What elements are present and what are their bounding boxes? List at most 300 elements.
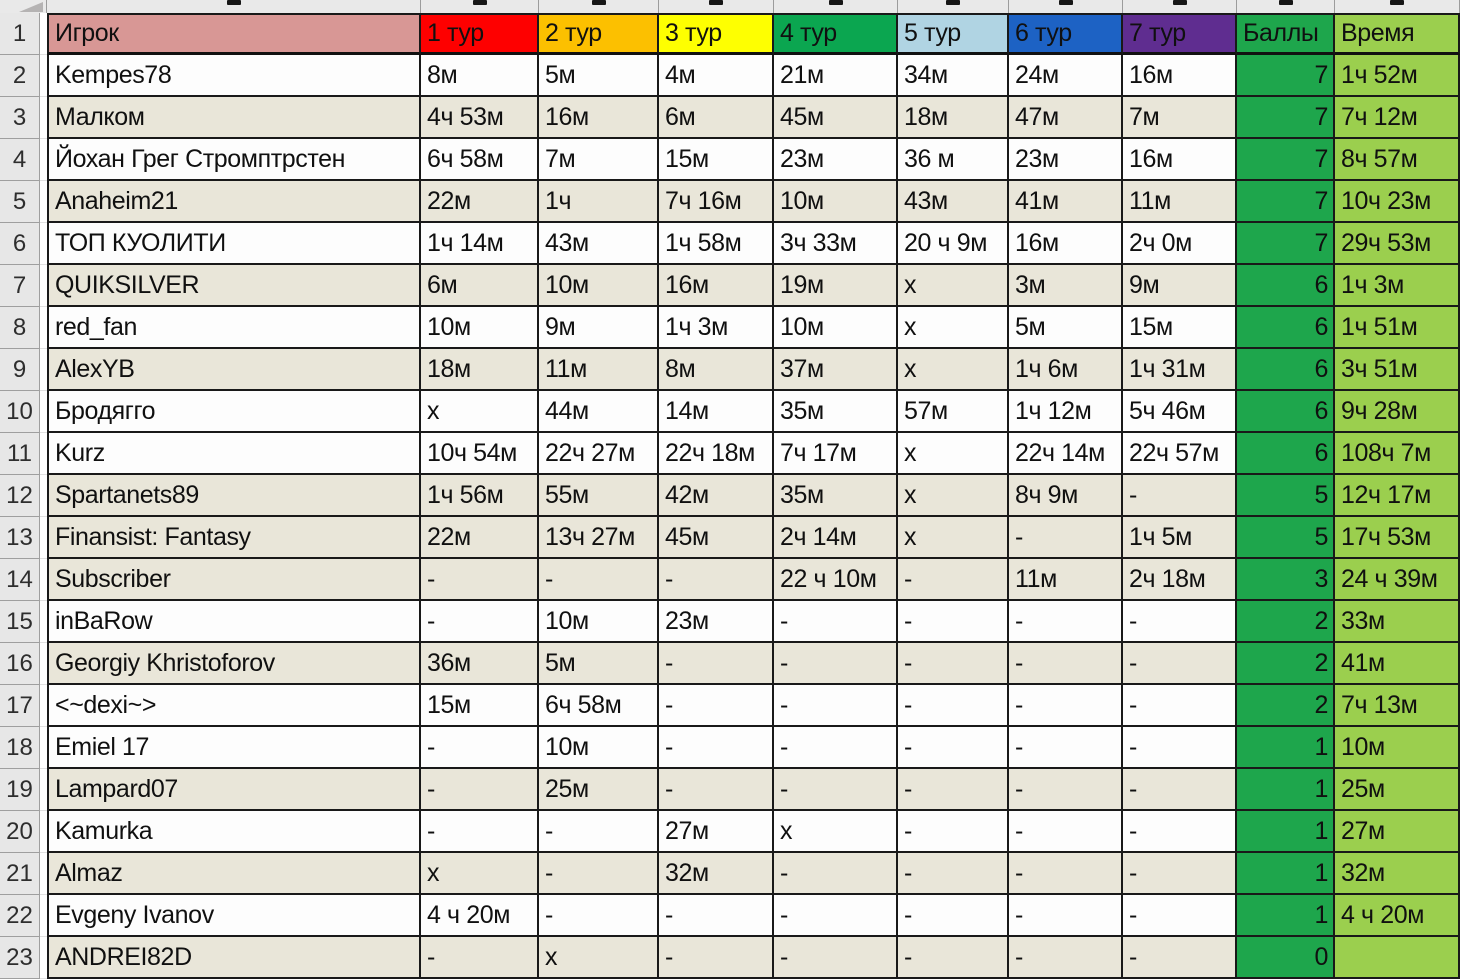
table-row	[0, 685, 1460, 727]
cell-round-3[interactable]: -	[659, 895, 774, 937]
cell-round-3[interactable]: 4м	[659, 55, 774, 97]
cell-round-5[interactable]: 57м	[898, 391, 1009, 433]
cell-player[interactable]: Georgiy Khristoforov	[47, 643, 421, 685]
column-header-time[interactable]: Время	[1335, 13, 1460, 55]
cell-points[interactable]: 1	[1237, 895, 1335, 937]
cell-round-3[interactable]: -	[659, 727, 774, 769]
cell-player[interactable]: Малком	[47, 97, 421, 139]
cell-round-3[interactable]: 14м	[659, 391, 774, 433]
column-header-round-3[interactable]: 3 тур	[659, 13, 774, 55]
cell-round-7[interactable]: 5ч 46м	[1123, 391, 1237, 433]
cell-round-3[interactable]: 22ч 18м	[659, 433, 774, 475]
cell-round-2[interactable]: 5м	[539, 55, 659, 97]
cell-points[interactable]: 0	[1237, 937, 1335, 979]
cell-round-5[interactable]: 20 ч 9м	[898, 223, 1009, 265]
column-letter-remnant	[1059, 0, 1073, 5]
cell-round-6[interactable]: -	[1009, 601, 1123, 643]
column-letter-remnant	[473, 0, 487, 5]
cell-round-7[interactable]: -	[1123, 811, 1237, 853]
cell-round-7[interactable]: -	[1123, 601, 1237, 643]
row-number[interactable]: 13	[0, 517, 40, 559]
cell-round-1[interactable]: x	[421, 391, 539, 433]
cell-player[interactable]: Бродягго	[47, 391, 421, 433]
cell-points[interactable]: 1	[1237, 811, 1335, 853]
cell-points[interactable]: 1	[1237, 853, 1335, 895]
table-row	[0, 601, 1460, 643]
cell-time[interactable]: 17ч 53м	[1335, 517, 1460, 559]
cell-round-4[interactable]: 19м	[774, 265, 898, 307]
cell-round-3[interactable]: 27м	[659, 811, 774, 853]
cell-round-1[interactable]: 22м	[421, 181, 539, 223]
table-row	[0, 55, 1460, 97]
cell-round-4[interactable]: -	[774, 937, 898, 979]
cell-round-6[interactable]: -	[1009, 895, 1123, 937]
cell-round-5[interactable]: x	[898, 349, 1009, 391]
cell-round-4[interactable]: 21м	[774, 55, 898, 97]
cell-points[interactable]: 7	[1237, 181, 1335, 223]
cell-round-2[interactable]: 10м	[539, 265, 659, 307]
select-all-corner[interactable]	[0, 0, 47, 13]
cell-round-4[interactable]: x	[774, 811, 898, 853]
cell-round-5[interactable]: x	[898, 307, 1009, 349]
cell-round-7[interactable]: 2ч 0м	[1123, 223, 1237, 265]
table-row	[0, 811, 1460, 853]
cell-time[interactable]: 1ч 51м	[1335, 307, 1460, 349]
cell-player[interactable]: Anaheim21	[47, 181, 421, 223]
cell-round-6[interactable]: -	[1009, 811, 1123, 853]
cell-round-6[interactable]: -	[1009, 937, 1123, 979]
cell-round-4[interactable]: 23м	[774, 139, 898, 181]
cell-round-4[interactable]: 22 ч 10м	[774, 559, 898, 601]
table-row	[0, 307, 1460, 349]
cell-round-7[interactable]: 2ч 18м	[1123, 559, 1237, 601]
cell-player[interactable]: Kurz	[47, 433, 421, 475]
cell-round-5[interactable]: -	[898, 643, 1009, 685]
cell-player[interactable]: Almaz	[47, 853, 421, 895]
gutter-spacer	[40, 643, 47, 685]
cell-round-2[interactable]: 55м	[539, 475, 659, 517]
table-row	[0, 643, 1460, 685]
cell-round-6[interactable]: -	[1009, 517, 1123, 559]
row-number[interactable]: 11	[0, 433, 40, 475]
header-row	[0, 13, 1460, 55]
cell-round-6[interactable]: -	[1009, 853, 1123, 895]
cell-round-4[interactable]: -	[774, 895, 898, 937]
cell-round-4[interactable]: 35м	[774, 475, 898, 517]
cell-round-3[interactable]: 1ч 3м	[659, 307, 774, 349]
cell-round-3[interactable]: 7ч 16м	[659, 181, 774, 223]
column-header-segment[interactable]	[47, 0, 421, 13]
cell-round-6[interactable]: 24м	[1009, 55, 1123, 97]
table-row	[0, 769, 1460, 811]
column-header-points[interactable]: Баллы	[1237, 13, 1335, 55]
cell-round-7[interactable]: 16м	[1123, 55, 1237, 97]
cell-points[interactable]: 7	[1237, 55, 1335, 97]
cell-round-5[interactable]: -	[898, 811, 1009, 853]
row-number[interactable]: 17	[0, 685, 40, 727]
cell-round-2[interactable]: 25м	[539, 769, 659, 811]
cell-round-5[interactable]: -	[898, 895, 1009, 937]
cell-round-6[interactable]: 5м	[1009, 307, 1123, 349]
cell-round-2[interactable]: 16м	[539, 97, 659, 139]
cell-points[interactable]: 2	[1237, 685, 1335, 727]
cell-round-3[interactable]: 32м	[659, 853, 774, 895]
column-header-segment[interactable]	[659, 0, 774, 13]
column-header-segment[interactable]	[539, 0, 659, 13]
cell-points[interactable]: 2	[1237, 643, 1335, 685]
cell-round-4[interactable]: -	[774, 601, 898, 643]
cell-player[interactable]: red_fan	[47, 307, 421, 349]
gutter-spacer	[40, 223, 47, 265]
cell-round-1[interactable]: 6ч 58м	[421, 139, 539, 181]
cell-points[interactable]: 7	[1237, 139, 1335, 181]
cell-player[interactable]: Emiel 17	[47, 727, 421, 769]
cell-round-2[interactable]: 7м	[539, 139, 659, 181]
cell-round-7[interactable]: -	[1123, 685, 1237, 727]
cell-round-4[interactable]: 3ч 33м	[774, 223, 898, 265]
cell-round-2[interactable]: 1ч	[539, 181, 659, 223]
cell-points[interactable]: 2	[1237, 601, 1335, 643]
cell-points[interactable]: 7	[1237, 97, 1335, 139]
row-number[interactable]: 7	[0, 265, 40, 307]
cell-points[interactable]: 6	[1237, 349, 1335, 391]
cell-round-3[interactable]: 16м	[659, 265, 774, 307]
table-row	[0, 559, 1460, 601]
cell-player[interactable]: Spartanets89	[47, 475, 421, 517]
cell-time[interactable]: 12ч 17м	[1335, 475, 1460, 517]
cell-round-1[interactable]: -	[421, 559, 539, 601]
cell-round-2[interactable]: x	[539, 937, 659, 979]
gutter-spacer	[40, 139, 47, 181]
cell-time[interactable]	[1335, 937, 1460, 979]
row-number[interactable]: 23	[0, 937, 40, 979]
cell-round-2[interactable]: 10м	[539, 727, 659, 769]
cell-round-1[interactable]: 1ч 56м	[421, 475, 539, 517]
row-number[interactable]: 22	[0, 895, 40, 937]
cell-round-3[interactable]: -	[659, 769, 774, 811]
cell-round-7[interactable]: 1ч 5м	[1123, 517, 1237, 559]
cell-round-1[interactable]: 4ч 53м	[421, 97, 539, 139]
cell-round-5[interactable]: 36 м	[898, 139, 1009, 181]
cell-player[interactable]: <~dexi~>	[47, 685, 421, 727]
cell-round-7[interactable]: 11м	[1123, 181, 1237, 223]
table-row	[0, 223, 1460, 265]
column-header-segment[interactable]	[1123, 0, 1237, 13]
cell-round-4[interactable]: -	[774, 685, 898, 727]
cell-round-3[interactable]: -	[659, 559, 774, 601]
cell-round-6[interactable]: 47м	[1009, 97, 1123, 139]
cell-round-4[interactable]: 7ч 17м	[774, 433, 898, 475]
cell-round-2[interactable]: 9м	[539, 307, 659, 349]
cell-round-3[interactable]: -	[659, 643, 774, 685]
cell-round-2[interactable]: 11м	[539, 349, 659, 391]
cell-round-4[interactable]: -	[774, 727, 898, 769]
cell-round-1[interactable]: -	[421, 811, 539, 853]
cell-round-4[interactable]: 10м	[774, 307, 898, 349]
cell-time[interactable]: 32м	[1335, 853, 1460, 895]
column-letter-remnant	[227, 0, 241, 5]
cell-round-5[interactable]: -	[898, 685, 1009, 727]
cell-time[interactable]: 33м	[1335, 601, 1460, 643]
cell-player[interactable]: Finansist: Fantasy	[47, 517, 421, 559]
cell-round-5[interactable]: -	[898, 559, 1009, 601]
cell-round-1[interactable]: 8м	[421, 55, 539, 97]
cell-round-1[interactable]: 15м	[421, 685, 539, 727]
table-row	[0, 517, 1460, 559]
cell-player[interactable]: Kempes78	[47, 55, 421, 97]
column-header-segment[interactable]	[898, 0, 1009, 13]
cell-round-7[interactable]: -	[1123, 727, 1237, 769]
cell-round-6[interactable]: -	[1009, 685, 1123, 727]
column-header-round-7[interactable]: 7 тур	[1123, 13, 1237, 55]
cell-round-5[interactable]: x	[898, 433, 1009, 475]
cell-round-2[interactable]: 22ч 27м	[539, 433, 659, 475]
cell-round-5[interactable]: x	[898, 475, 1009, 517]
cell-round-1[interactable]: 18м	[421, 349, 539, 391]
cell-time[interactable]: 27м	[1335, 811, 1460, 853]
cell-player[interactable]: Evgeny Ivanov	[47, 895, 421, 937]
row-number[interactable]: 5	[0, 181, 40, 223]
column-header-segment[interactable]	[1237, 0, 1335, 13]
column-header-round-4[interactable]: 4 тур	[774, 13, 898, 55]
row-number[interactable]: 2	[0, 55, 40, 97]
column-letter-remnant	[1390, 0, 1404, 5]
row-number[interactable]: 20	[0, 811, 40, 853]
row-number[interactable]: 12	[0, 475, 40, 517]
cell-points[interactable]: 7	[1237, 223, 1335, 265]
cell-round-4[interactable]: 37м	[774, 349, 898, 391]
cell-time[interactable]: 4 ч 20м	[1335, 895, 1460, 937]
cell-time[interactable]: 8ч 57м	[1335, 139, 1460, 181]
cell-points[interactable]: 1	[1237, 769, 1335, 811]
row-number[interactable]: 15	[0, 601, 40, 643]
cell-round-3[interactable]: 6м	[659, 97, 774, 139]
column-header-segment[interactable]	[774, 0, 898, 13]
cell-player[interactable]: ANDREI82D	[47, 937, 421, 979]
column-header-segment[interactable]	[421, 0, 539, 13]
cell-round-3[interactable]: 1ч 58м	[659, 223, 774, 265]
cell-round-1[interactable]: 10м	[421, 307, 539, 349]
cell-round-5[interactable]: -	[898, 937, 1009, 979]
cell-round-5[interactable]: 18м	[898, 97, 1009, 139]
cell-round-3[interactable]: -	[659, 937, 774, 979]
cell-time[interactable]: 1ч 52м	[1335, 55, 1460, 97]
cell-round-4[interactable]: 2ч 14м	[774, 517, 898, 559]
cell-round-4[interactable]: -	[774, 853, 898, 895]
cell-round-3[interactable]: 45м	[659, 517, 774, 559]
cell-round-4[interactable]: -	[774, 769, 898, 811]
row-number[interactable]: 10	[0, 391, 40, 433]
cell-round-5[interactable]: -	[898, 601, 1009, 643]
cell-round-7[interactable]: 15м	[1123, 307, 1237, 349]
cell-round-3[interactable]: 15м	[659, 139, 774, 181]
cell-round-3[interactable]: 8м	[659, 349, 774, 391]
cell-round-6[interactable]: -	[1009, 727, 1123, 769]
cell-round-1[interactable]: 36м	[421, 643, 539, 685]
column-letter-remnant	[946, 0, 960, 5]
cell-round-7[interactable]: -	[1123, 769, 1237, 811]
cell-round-3[interactable]: 42м	[659, 475, 774, 517]
cell-round-2[interactable]: 43м	[539, 223, 659, 265]
row-number[interactable]: 19	[0, 769, 40, 811]
gutter-spacer	[40, 937, 47, 979]
cell-time[interactable]: 7ч 12м	[1335, 97, 1460, 139]
cell-round-6[interactable]: 1ч 12м	[1009, 391, 1123, 433]
cell-round-7[interactable]: 1ч 31м	[1123, 349, 1237, 391]
cell-round-1[interactable]: 4 ч 20м	[421, 895, 539, 937]
gutter-spacer	[40, 769, 47, 811]
cell-round-2[interactable]: 6ч 58м	[539, 685, 659, 727]
cell-time[interactable]: 41м	[1335, 643, 1460, 685]
cell-round-6[interactable]: 16м	[1009, 223, 1123, 265]
cell-time[interactable]: 25м	[1335, 769, 1460, 811]
cell-round-2[interactable]: 5м	[539, 643, 659, 685]
row-number[interactable]: 8	[0, 307, 40, 349]
cell-round-6[interactable]: 3м	[1009, 265, 1123, 307]
gutter-spacer	[40, 853, 47, 895]
cell-player[interactable]: AlexYB	[47, 349, 421, 391]
sheet-grid	[0, 13, 1460, 979]
cell-round-2[interactable]: -	[539, 853, 659, 895]
cell-round-5[interactable]: -	[898, 769, 1009, 811]
cell-round-1[interactable]: 1ч 14м	[421, 223, 539, 265]
cell-time[interactable]: 24 ч 39м	[1335, 559, 1460, 601]
cell-round-6[interactable]: 8ч 9м	[1009, 475, 1123, 517]
cell-round-6[interactable]: 11м	[1009, 559, 1123, 601]
row-number[interactable]: 9	[0, 349, 40, 391]
cell-round-2[interactable]: 13ч 27м	[539, 517, 659, 559]
cell-round-5[interactable]: x	[898, 517, 1009, 559]
cell-round-7[interactable]: -	[1123, 475, 1237, 517]
cell-time[interactable]: 9ч 28м	[1335, 391, 1460, 433]
cell-round-2[interactable]: -	[539, 895, 659, 937]
column-header-round-2[interactable]: 2 тур	[539, 13, 659, 55]
cell-points[interactable]: 5	[1237, 475, 1335, 517]
cell-round-1[interactable]: -	[421, 727, 539, 769]
cell-points[interactable]: 6	[1237, 433, 1335, 475]
row-number[interactable]: 21	[0, 853, 40, 895]
cell-round-7[interactable]: -	[1123, 643, 1237, 685]
cell-player[interactable]: Lampard07	[47, 769, 421, 811]
cell-player[interactable]: Kamurka	[47, 811, 421, 853]
column-header-player[interactable]: Игрок	[47, 13, 421, 55]
cell-round-3[interactable]: 23м	[659, 601, 774, 643]
cell-round-4[interactable]: 35м	[774, 391, 898, 433]
column-header-segment[interactable]	[1009, 0, 1123, 13]
row-number[interactable]: 3	[0, 97, 40, 139]
cell-round-2[interactable]: -	[539, 811, 659, 853]
gutter-spacer	[40, 55, 47, 97]
cell-round-3[interactable]: -	[659, 685, 774, 727]
cell-round-6[interactable]: 23м	[1009, 139, 1123, 181]
cell-round-4[interactable]: -	[774, 643, 898, 685]
cell-round-1[interactable]: 6м	[421, 265, 539, 307]
cell-round-6[interactable]: 41м	[1009, 181, 1123, 223]
cell-round-6[interactable]: -	[1009, 643, 1123, 685]
cell-round-7[interactable]: -	[1123, 937, 1237, 979]
gutter-spacer	[40, 97, 47, 139]
gutter-spacer	[40, 517, 47, 559]
cell-round-5[interactable]: -	[898, 853, 1009, 895]
cell-points[interactable]: 5	[1237, 517, 1335, 559]
cell-time[interactable]: 10м	[1335, 727, 1460, 769]
cell-round-6[interactable]: -	[1009, 769, 1123, 811]
table-row	[0, 475, 1460, 517]
cell-player[interactable]: QUIKSILVER	[47, 265, 421, 307]
cell-time[interactable]: 3ч 51м	[1335, 349, 1460, 391]
cell-player[interactable]: Йохан Грег Стромптрстен	[47, 139, 421, 181]
cell-round-7[interactable]: -	[1123, 853, 1237, 895]
cell-round-1[interactable]: -	[421, 601, 539, 643]
cell-time[interactable]: 108ч 7м	[1335, 433, 1460, 475]
cell-round-6[interactable]: 1ч 6м	[1009, 349, 1123, 391]
table-row	[0, 139, 1460, 181]
gutter-spacer	[40, 181, 47, 223]
cell-round-4[interactable]: 10м	[774, 181, 898, 223]
column-header-round-6[interactable]: 6 тур	[1009, 13, 1123, 55]
cell-round-6[interactable]: 22ч 14м	[1009, 433, 1123, 475]
cell-round-4[interactable]: 45м	[774, 97, 898, 139]
cell-time[interactable]: 29ч 53м	[1335, 223, 1460, 265]
cell-round-2[interactable]: -	[539, 559, 659, 601]
cell-player[interactable]: inBaRow	[47, 601, 421, 643]
cell-round-7[interactable]: 16м	[1123, 139, 1237, 181]
gutter-spacer	[40, 13, 47, 55]
cell-round-7[interactable]: 22ч 57м	[1123, 433, 1237, 475]
column-header-round-5[interactable]: 5 тур	[898, 13, 1009, 55]
table-row	[0, 97, 1460, 139]
row-number[interactable]: 4	[0, 139, 40, 181]
cell-points[interactable]: 6	[1237, 307, 1335, 349]
cell-round-7[interactable]: -	[1123, 895, 1237, 937]
column-letter-remnant	[1173, 0, 1187, 5]
row-number[interactable]: 6	[0, 223, 40, 265]
cell-points[interactable]: 6	[1237, 391, 1335, 433]
cell-round-5[interactable]: -	[898, 727, 1009, 769]
cell-time[interactable]: 7ч 13м	[1335, 685, 1460, 727]
row-number[interactable]: 1	[0, 13, 40, 55]
column-header-round-1[interactable]: 1 тур	[421, 13, 539, 55]
cell-player[interactable]: ТОП КУОЛИТИ	[47, 223, 421, 265]
column-letter-remnant	[829, 0, 843, 5]
row-number[interactable]: 16	[0, 643, 40, 685]
cell-round-7[interactable]: 7м	[1123, 97, 1237, 139]
gutter-spacer	[40, 685, 47, 727]
cell-points[interactable]: 3	[1237, 559, 1335, 601]
cell-points[interactable]: 6	[1237, 265, 1335, 307]
cell-time[interactable]: 10ч 23м	[1335, 181, 1460, 223]
cell-round-2[interactable]: 44м	[539, 391, 659, 433]
cell-round-5[interactable]: 34м	[898, 55, 1009, 97]
cell-round-1[interactable]: x	[421, 853, 539, 895]
cell-round-5[interactable]: x	[898, 265, 1009, 307]
cell-round-1[interactable]: 10ч 54м	[421, 433, 539, 475]
row-number[interactable]: 18	[0, 727, 40, 769]
column-header-segment[interactable]	[1335, 0, 1460, 13]
cell-round-5[interactable]: 43м	[898, 181, 1009, 223]
cell-round-7[interactable]: 9м	[1123, 265, 1237, 307]
row-number[interactable]: 14	[0, 559, 40, 601]
cell-time[interactable]: 1ч 3м	[1335, 265, 1460, 307]
cell-round-2[interactable]: 10м	[539, 601, 659, 643]
cell-points[interactable]: 1	[1237, 727, 1335, 769]
gutter-spacer	[40, 475, 47, 517]
table-row	[0, 181, 1460, 223]
cell-round-1[interactable]: 22м	[421, 517, 539, 559]
cell-round-1[interactable]: -	[421, 769, 539, 811]
cell-round-1[interactable]: -	[421, 937, 539, 979]
cell-player[interactable]: Subscriber	[47, 559, 421, 601]
